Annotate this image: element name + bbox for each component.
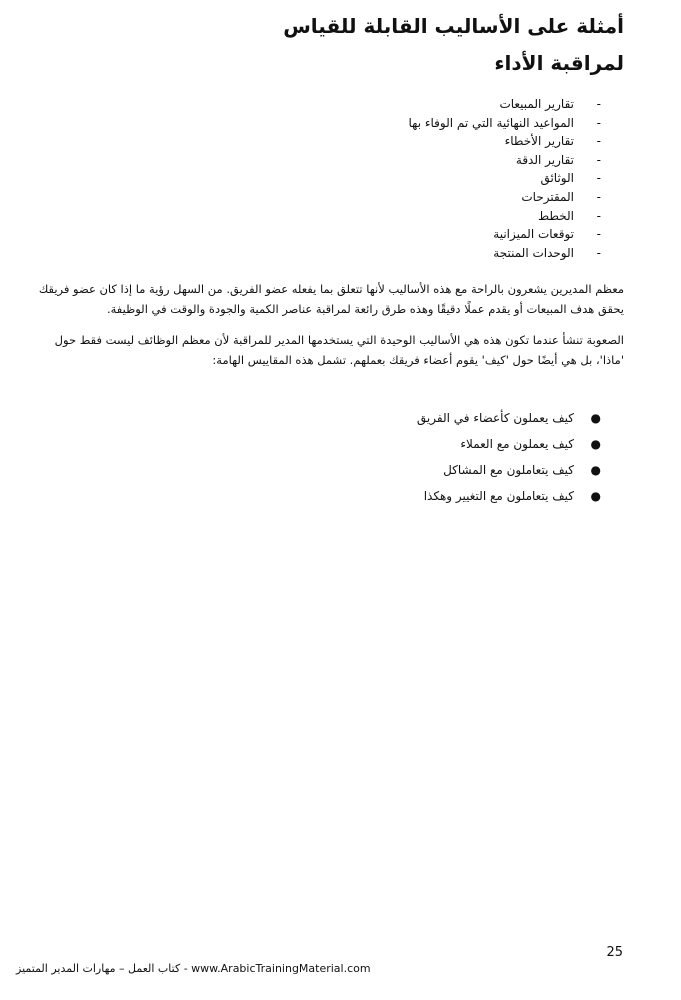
dash-marker: - [596, 208, 601, 223]
title-line-1: أمثلة على الأساليب القابلة للقياس [283, 14, 624, 38]
bullet-item [251, 405, 601, 431]
bullet-item [251, 431, 601, 457]
list-item [301, 151, 601, 170]
dash-marker: - [596, 97, 601, 111]
list-item-text: تقارير الأخطاء [504, 134, 574, 149]
list-item [301, 169, 601, 188]
list-item [301, 114, 601, 133]
list-item-text: تقارير المبيعات [499, 97, 574, 111]
dash-marker: - [596, 171, 601, 186]
list-item-text: المقترحات [521, 189, 574, 204]
list-item [301, 244, 601, 263]
list-item-text: الخطط [538, 208, 574, 223]
bullet-marker: ● [590, 489, 601, 503]
bullet-marker: ● [590, 463, 601, 477]
bullet-marker: ● [590, 437, 601, 451]
dash-marker: - [596, 227, 601, 242]
bullet-item [251, 457, 601, 483]
paragraph-1: معظم المديرين يشعرون بالراحة مع هذه الأساليب لأنها تتعلق بما يفعله عضو الفريق. من السهل رؤية ما إذا كان عضو فريقك يحقق هدف المبيعات أو يقدم عملًا دقيقًا وهذه طرق رائعة لمراقبة عناصر الكمية والجودة والوقت في الوظيفة. [38, 282, 624, 316]
list-item-text: توقعات الميزانية [493, 227, 574, 242]
bullet-item-text: كيف يتعاملون مع المشاكل [443, 463, 574, 477]
dash-marker: - [596, 245, 601, 260]
how-measures-list [251, 405, 601, 509]
dash-marker: - [596, 189, 601, 204]
bullet-item [251, 483, 601, 509]
list-item-text: تقارير الدقة [515, 152, 574, 167]
list-item [301, 207, 601, 226]
list-item [301, 188, 601, 207]
list-item [301, 225, 601, 244]
methods-list [301, 95, 601, 262]
bullet-item-text: كيف يعملون مع العملاء [460, 437, 574, 451]
list-item-text: الوحدات المنتجة [493, 245, 574, 260]
page-title [204, 8, 624, 82]
bullet-item-text: كيف يعملون كأعضاء في الفريق [416, 411, 574, 425]
list-item [301, 132, 601, 151]
list-item [301, 95, 601, 114]
list-item-text: الوثائق [540, 171, 574, 186]
dash-marker: - [596, 134, 601, 149]
title-line-2: لمراقبة الأداء [494, 51, 624, 75]
page-number: 25 [606, 945, 623, 960]
paragraph-2: الصعوبة تنشأ عندما تكون هذه هي الأساليب الوحيدة التي يستخدمها المدير للمراقبة لأن معظم الوظائف ليست فقط حول 'ماذا'، بل هي أيضًا حول 'كيف' يقوم أعضاء فريقك بعملهم. تشمل هذه المقاييس الهامة: [54, 333, 624, 367]
bullet-marker: ● [590, 411, 601, 425]
bullet-item-text: كيف يتعاملون مع التغيير وهكذا [423, 489, 574, 503]
list-item-text: المواعيد النهائية التي تم الوفاء بها [408, 115, 574, 130]
dash-marker: - [596, 152, 601, 167]
dash-marker: - [596, 115, 601, 130]
footer-text: كتاب العمل – مهارات المدير المتميز - www.ArabicTrainingMaterial.com [16, 962, 371, 975]
